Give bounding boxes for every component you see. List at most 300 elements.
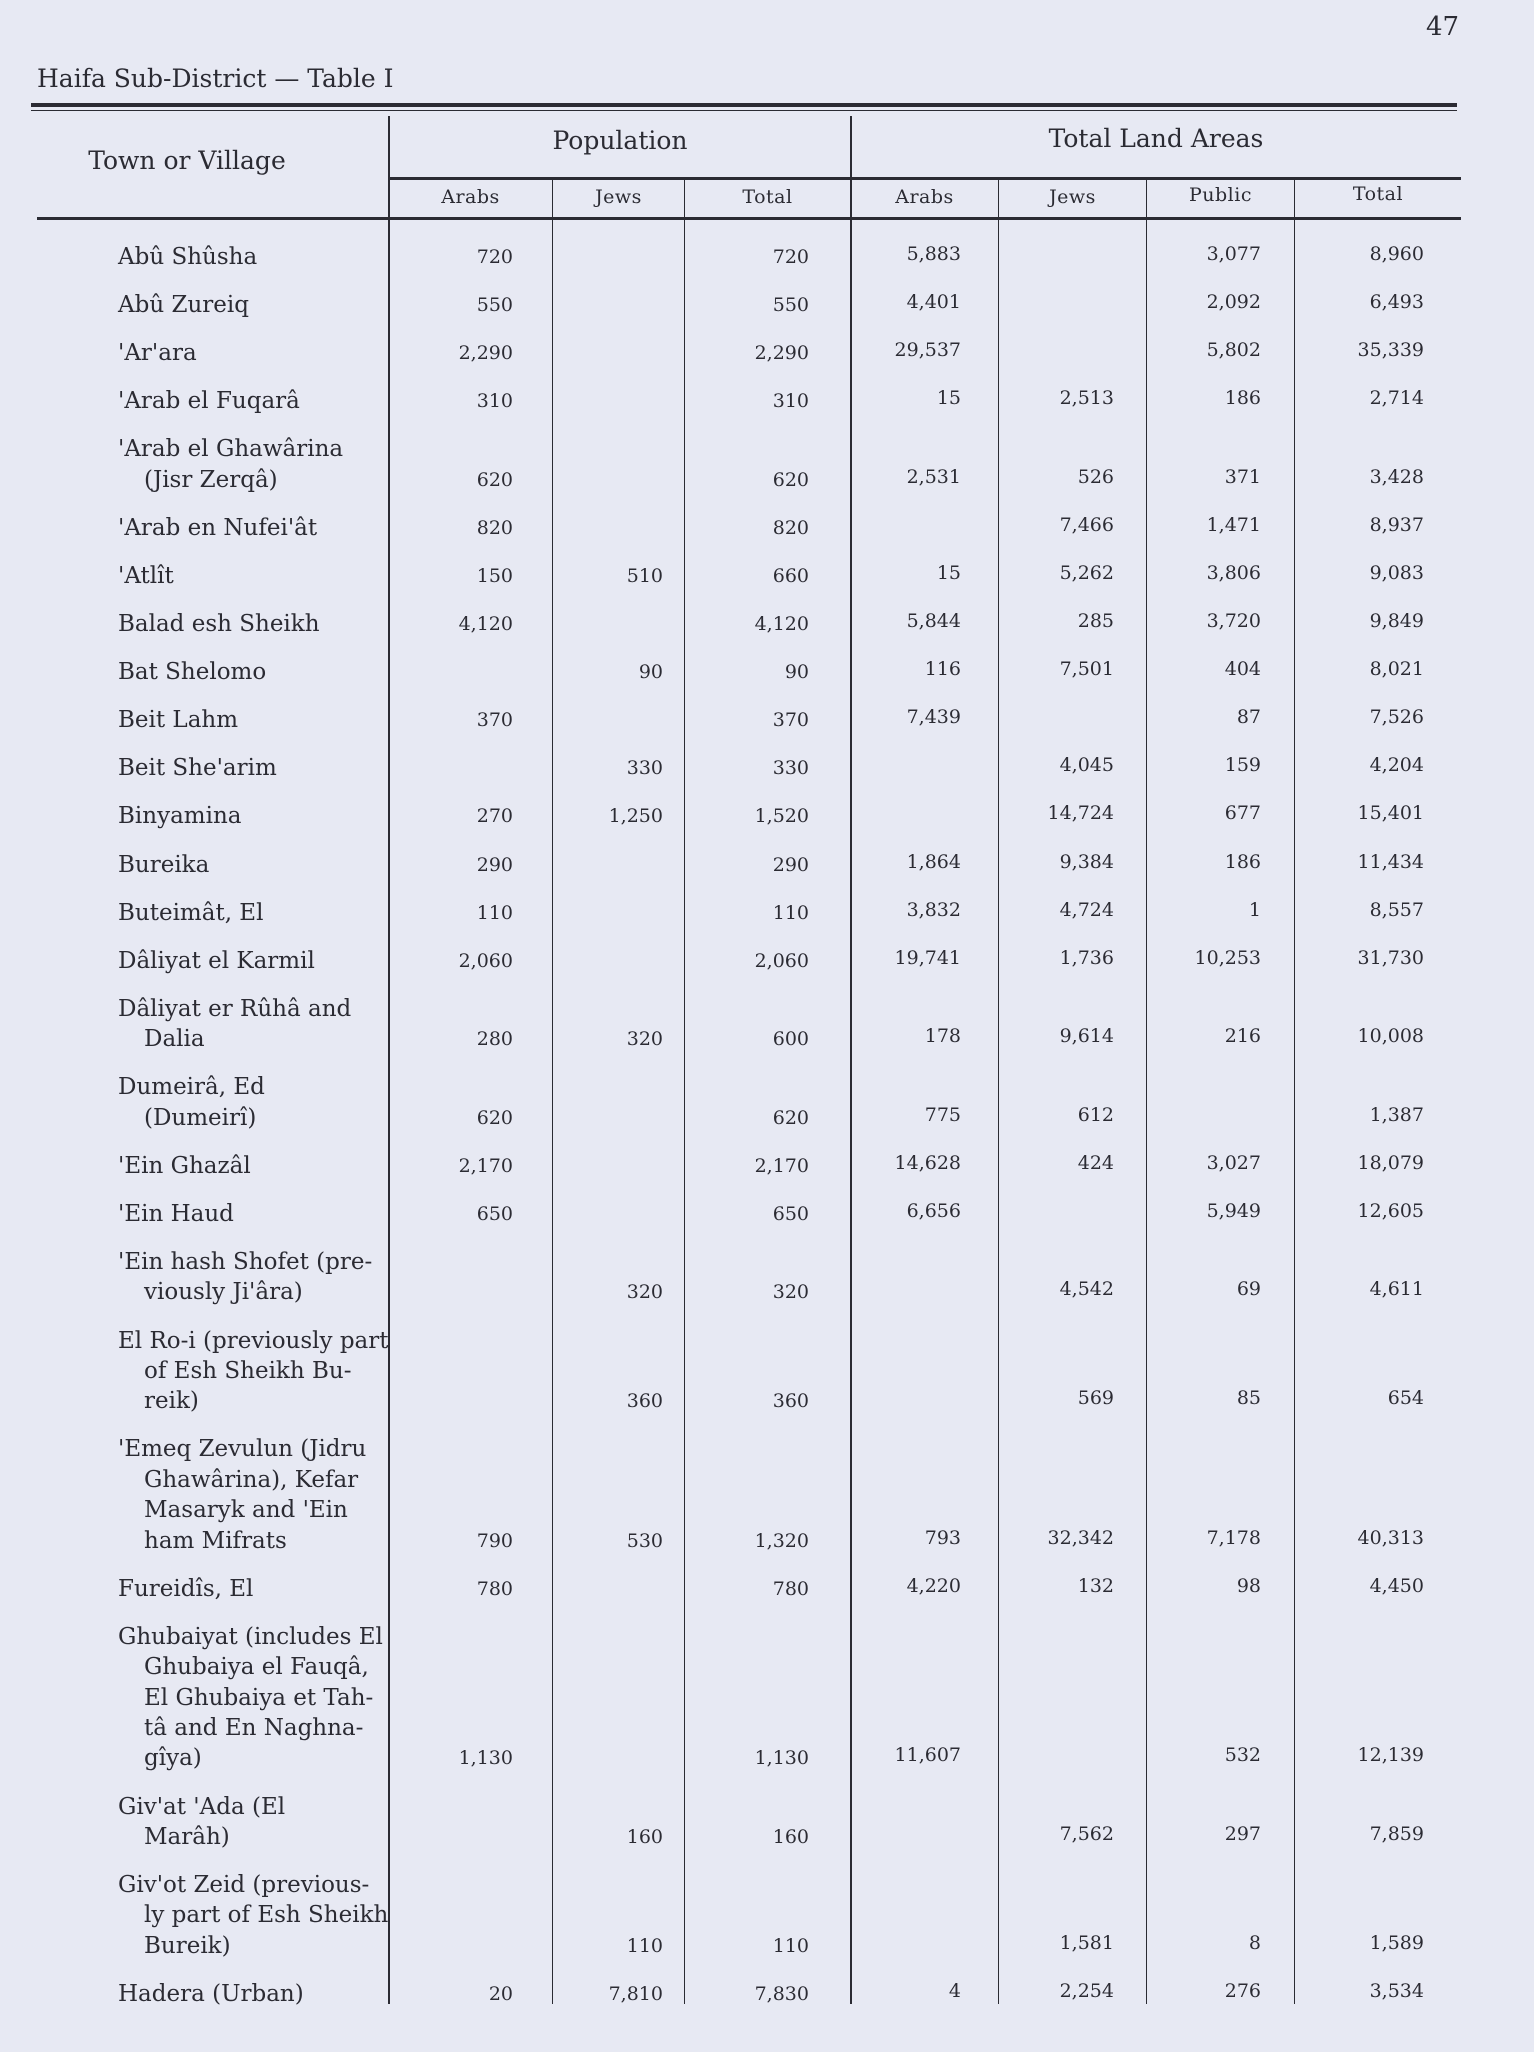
cell-pop-arabs: 370 <box>476 709 513 732</box>
cell-land-public: 186 <box>1224 850 1261 873</box>
cell-land-arabs <box>851 798 999 828</box>
cell-pop-jews <box>553 242 685 272</box>
cell-land-public: 5,802 <box>1206 339 1261 362</box>
table-row <box>0 1979 1534 2009</box>
cell-land-arabs: 793 <box>924 1526 961 1549</box>
table-row <box>0 242 1534 272</box>
cell-pop-total: 660 <box>772 564 809 587</box>
cell-pop-jews <box>553 290 685 320</box>
cell-pop-total: 110 <box>772 1934 809 1957</box>
cell-land-total: 40,313 <box>1357 1526 1424 1549</box>
town-name <box>0 290 389 320</box>
cell-land-jews: 2,254 <box>1059 1979 1114 2002</box>
table-row <box>0 338 1534 368</box>
cell-land-total: 8,021 <box>1369 658 1424 681</box>
table-row <box>0 753 1534 783</box>
town-name-line: Fureidîs, El <box>118 1575 254 1602</box>
cell-pop-arabs <box>389 1386 553 1416</box>
town-name-line: 'Atlît <box>118 562 174 589</box>
cell-land-total: 9,083 <box>1369 561 1424 584</box>
cell-pop-arabs: 550 <box>476 294 513 317</box>
table-row <box>0 1574 1534 1604</box>
col-land-total: Total <box>1352 183 1404 205</box>
town-name-line: El Ro-i (previously part <box>118 1327 389 1354</box>
town-name-line: Ghubaiyat (includes El <box>118 1623 383 1650</box>
cell-pop-arabs: 110 <box>476 901 513 924</box>
town-name <box>0 1247 389 1308</box>
cell-land-total: 7,859 <box>1369 1822 1424 1845</box>
cell-pop-arabs: 2,290 <box>458 342 513 365</box>
town-name-line: Dalia <box>144 1026 205 1053</box>
col-land-jews: Jews <box>1049 186 1096 208</box>
table-row <box>0 1151 1534 1181</box>
cell-land-total: 7,526 <box>1369 706 1424 729</box>
table-row <box>0 290 1534 320</box>
cell-pop-total: 2,060 <box>754 949 809 972</box>
cell-land-arabs: 5,844 <box>906 610 961 633</box>
cell-land-total: 1,589 <box>1369 1931 1424 1954</box>
cell-pop-total: 330 <box>772 757 809 780</box>
cell-pop-arabs <box>389 657 553 687</box>
header-population: Population <box>552 126 688 155</box>
cell-land-public: 532 <box>1224 1744 1261 1767</box>
table-row <box>0 1247 1534 1308</box>
cell-land-jews: 9,614 <box>1059 1025 1114 1048</box>
cell-land-jews: 4,724 <box>1059 898 1114 921</box>
cell-land-public: 404 <box>1224 658 1261 681</box>
cell-land-arabs: 116 <box>924 658 961 681</box>
table-row <box>0 1199 1534 1229</box>
town-name <box>0 1326 389 1417</box>
table-row <box>0 1622 1534 1774</box>
cell-land-public: 85 <box>1236 1387 1261 1410</box>
cell-land-arabs: 1,864 <box>906 850 961 873</box>
table-row <box>0 434 1534 495</box>
cell-pop-total: 160 <box>772 1825 809 1848</box>
town-name-line: reik) <box>144 1388 199 1415</box>
cell-land-arabs: 775 <box>924 1103 961 1126</box>
town-name-line: (Dumeirî) <box>144 1104 257 1131</box>
cell-land-arabs: 19,741 <box>894 946 961 969</box>
cell-land-arabs <box>851 750 999 780</box>
cell-pop-jews: 110 <box>626 1934 663 1957</box>
cell-land-total: 15,401 <box>1357 802 1424 825</box>
town-name-line: Dumeirâ, Ed <box>118 1074 265 1101</box>
town-name <box>0 1574 389 1604</box>
cell-pop-total: 110 <box>772 901 809 924</box>
cell-pop-jews <box>553 898 685 928</box>
cell-land-jews: 424 <box>1077 1151 1114 1174</box>
town-name-line: Dâliyat el Karmil <box>118 947 315 974</box>
cell-land-arabs <box>851 1383 999 1413</box>
cell-land-jews: 1,581 <box>1059 1931 1114 1954</box>
cell-land-arabs <box>851 1819 999 1849</box>
table-row <box>0 1326 1534 1417</box>
col-pop-arabs: Arabs <box>441 186 500 208</box>
town-name <box>0 386 389 416</box>
cell-land-total: 12,139 <box>1357 1744 1424 1767</box>
col-land-arabs: Arabs <box>895 186 954 208</box>
cell-land-jews: 14,724 <box>1047 802 1114 825</box>
cell-land-jews: 285 <box>1077 610 1114 633</box>
cell-pop-jews <box>553 705 685 735</box>
cell-pop-arabs: 820 <box>476 516 513 539</box>
cell-land-jews: 612 <box>1077 1103 1114 1126</box>
town-name <box>0 434 389 495</box>
cell-pop-jews: 320 <box>626 1281 663 1304</box>
cell-land-jews: 1,736 <box>1059 946 1114 969</box>
town-name <box>0 1622 389 1774</box>
header-bottom-rule <box>37 217 1461 220</box>
cell-pop-jews <box>553 946 685 976</box>
town-name-line: Hadera (Urban) <box>118 1980 304 2007</box>
cell-pop-total: 2,290 <box>754 342 809 365</box>
town-name <box>0 850 389 880</box>
town-name-line: Marâh) <box>144 1823 230 1850</box>
cell-pop-arabs <box>389 753 553 783</box>
cell-pop-jews <box>553 1574 685 1604</box>
cell-land-jews: 7,562 <box>1059 1822 1114 1845</box>
town-name-line: 'Arab el Ghawârina <box>118 436 344 463</box>
cell-pop-arabs: 620 <box>476 1106 513 1129</box>
table-row <box>0 1792 1534 1853</box>
cell-pop-total: 1,320 <box>754 1529 809 1552</box>
cell-pop-total: 1,520 <box>754 805 809 828</box>
cell-land-public: 276 <box>1224 1979 1261 2002</box>
town-name <box>0 1072 389 1133</box>
cell-land-total: 8,937 <box>1369 513 1424 536</box>
town-name-line: Binyamina <box>118 803 242 830</box>
group-header-rule <box>389 177 1461 180</box>
table-row <box>0 513 1534 543</box>
town-name-line: viously Ji'âra) <box>144 1279 303 1306</box>
town-name <box>0 753 389 783</box>
town-name-line: ham Mifrats <box>144 1527 287 1554</box>
cell-land-total: 9,849 <box>1369 610 1424 633</box>
town-name <box>0 1792 389 1853</box>
cell-land-public: 8 <box>1248 1931 1261 1954</box>
cell-land-jews <box>999 1196 1147 1226</box>
town-name-line: 'Ar'ara <box>118 340 197 367</box>
table-row <box>0 386 1534 416</box>
cell-pop-jews <box>553 465 685 495</box>
cell-pop-total: 650 <box>772 1202 809 1225</box>
cell-pop-arabs <box>389 1822 553 1852</box>
cell-land-total: 35,339 <box>1357 339 1424 362</box>
cell-land-arabs: 11,607 <box>894 1744 961 1767</box>
cell-land-total: 4,204 <box>1369 754 1424 777</box>
cell-pop-jews: 90 <box>638 661 663 684</box>
town-name-line: Bureik) <box>144 1932 231 1959</box>
cell-pop-total: 1,130 <box>754 1747 809 1770</box>
cell-land-public: 10,253 <box>1194 946 1261 969</box>
town-name-line: Giv'at 'Ada (El <box>118 1793 286 1820</box>
cell-land-arabs: 14,628 <box>894 1151 961 1174</box>
cell-land-arabs: 29,537 <box>894 339 961 362</box>
cell-pop-total: 2,170 <box>754 1154 809 1177</box>
cell-pop-arabs: 650 <box>476 1202 513 1225</box>
cell-pop-total: 370 <box>772 709 809 732</box>
col-pop-total: Total <box>742 186 793 208</box>
cell-land-total: 3,534 <box>1369 1979 1424 2002</box>
town-name-line: 'Arab en Nufei'ât <box>118 514 318 541</box>
cell-land-jews: 7,466 <box>1059 513 1114 536</box>
cell-pop-total: 600 <box>772 1028 809 1051</box>
town-name-line: 'Emeq Zevulun (Jidru <box>118 1436 367 1463</box>
cell-pop-total: 780 <box>772 1577 809 1600</box>
town-name-line: 'Ein hash Shofet (pre- <box>118 1249 373 1275</box>
town-name-line: ly part of Esh Sheikh <box>144 1902 389 1929</box>
cell-pop-jews <box>553 1743 685 1773</box>
cell-pop-arabs: 1,130 <box>458 1747 513 1770</box>
cell-pop-total: 620 <box>772 1106 809 1129</box>
town-name <box>0 994 389 1055</box>
cell-land-jews: 7,501 <box>1059 658 1114 681</box>
town-name <box>0 513 389 543</box>
cell-pop-jews: 510 <box>626 564 663 587</box>
town-name <box>0 801 389 831</box>
cell-land-total: 1,387 <box>1369 1103 1424 1126</box>
town-name-line: Balad esh Sheikh <box>118 611 320 638</box>
town-name-line: 'Ein Ghazâl <box>118 1152 251 1179</box>
town-name-line: Beit She'arim <box>118 755 277 782</box>
town-name-line: Buteimât, El <box>118 899 264 926</box>
town-name-line: 'Arab el Fuqarâ <box>118 388 300 415</box>
cell-pop-arabs: 790 <box>476 1529 513 1552</box>
cell-land-arabs: 5,883 <box>906 243 961 265</box>
cell-land-arabs: 6,656 <box>906 1199 961 1222</box>
cell-pop-jews <box>553 1103 685 1133</box>
town-name <box>0 338 389 368</box>
cell-land-total: 2,714 <box>1369 387 1424 410</box>
cell-pop-total: 360 <box>772 1390 809 1413</box>
cell-land-total: 4,611 <box>1369 1278 1424 1301</box>
cell-land-public: 1 <box>1248 898 1261 921</box>
cell-pop-arabs: 150 <box>476 564 513 587</box>
col-pop-jews: Jews <box>595 186 642 208</box>
cell-land-public: 3,806 <box>1206 561 1261 584</box>
cell-land-jews <box>999 287 1147 317</box>
cell-pop-arabs: 270 <box>476 805 513 828</box>
town-name-line: tâ and En Naghna- <box>144 1715 364 1742</box>
cell-land-arabs: 4 <box>948 1979 961 2002</box>
cell-land-arabs: 178 <box>924 1025 961 1048</box>
cell-land-total: 11,434 <box>1357 850 1424 873</box>
town-name-line: Beit Lahm <box>118 707 239 734</box>
cell-land-total: 12,605 <box>1357 1199 1424 1222</box>
table-row <box>0 994 1534 1055</box>
cell-pop-jews: 7,810 <box>608 1982 663 2005</box>
cell-land-jews: 9,384 <box>1059 850 1114 873</box>
cell-pop-arabs: 310 <box>476 390 513 413</box>
cell-land-public: 7,178 <box>1206 1526 1261 1549</box>
cell-pop-arabs: 780 <box>476 1577 513 1600</box>
table-row <box>0 801 1534 831</box>
cell-land-jews: 4,542 <box>1059 1278 1114 1301</box>
town-name-line: Masaryk and 'Ein <box>144 1497 348 1524</box>
cell-land-public: 371 <box>1224 465 1261 488</box>
cell-pop-total: 90 <box>784 661 809 684</box>
town-name-line: Dâliyat er Rûhâ and <box>118 995 352 1022</box>
town-name-line: El Ghubaiya et Tah- <box>144 1684 374 1711</box>
cell-pop-jews: 1,250 <box>608 805 663 828</box>
town-name <box>0 1870 389 1961</box>
cell-land-jews <box>999 335 1147 365</box>
cell-pop-arabs: 2,170 <box>458 1154 513 1177</box>
cell-land-public: 3,077 <box>1206 243 1261 265</box>
cell-pop-jews <box>553 338 685 368</box>
table-row <box>0 705 1534 735</box>
cell-pop-jews: 160 <box>626 1825 663 1848</box>
town-name-line: Ghawârina), Kefar <box>144 1466 359 1493</box>
cell-land-jews <box>999 702 1147 732</box>
top-rule-thin <box>31 110 1457 111</box>
town-name <box>0 705 389 735</box>
cell-land-public <box>1147 1100 1295 1130</box>
cell-land-arabs: 4,401 <box>906 291 961 314</box>
cell-pop-arabs: 620 <box>476 468 513 491</box>
cell-pop-jews <box>553 1151 685 1181</box>
cell-pop-jews <box>553 513 685 543</box>
cell-land-total: 6,493 <box>1369 291 1424 314</box>
town-name <box>0 1199 389 1229</box>
table-row <box>0 898 1534 928</box>
cell-land-total: 10,008 <box>1357 1025 1424 1048</box>
cell-land-public: 677 <box>1224 802 1261 825</box>
cell-pop-jews <box>553 850 685 880</box>
town-name <box>0 242 389 272</box>
cell-land-jews: 5,262 <box>1059 561 1114 584</box>
town-name <box>0 1434 389 1556</box>
cell-land-public: 1,471 <box>1206 513 1261 536</box>
cell-land-public: 98 <box>1236 1574 1261 1597</box>
cell-land-public: 216 <box>1224 1025 1261 1048</box>
cell-pop-total: 4,120 <box>754 613 809 636</box>
town-name-line: Bat Shelomo <box>118 659 267 686</box>
town-name-line: Abû Zureiq <box>118 292 249 319</box>
cell-pop-jews <box>553 609 685 639</box>
town-name-line: Bureika <box>118 851 210 878</box>
cell-pop-jews <box>553 1199 685 1229</box>
header-town-or-village: Town or Village <box>88 146 286 175</box>
cell-pop-jews <box>553 386 685 416</box>
cell-land-jews: 4,045 <box>1059 754 1114 777</box>
cell-pop-total: 7,830 <box>754 1982 809 2005</box>
table-row <box>0 1072 1534 1133</box>
town-name-line: Ghubaiya el Fauqâ, <box>144 1654 369 1681</box>
cell-land-jews: 132 <box>1077 1574 1114 1597</box>
cell-land-public: 297 <box>1224 1822 1261 1845</box>
cell-pop-total: 310 <box>772 390 809 413</box>
page-number: 47 <box>1426 12 1460 42</box>
cell-land-arabs <box>851 1274 999 1304</box>
cell-land-total: 8,960 <box>1369 243 1424 265</box>
town-name-line: of Esh Sheikh Bu- <box>144 1357 352 1384</box>
cell-pop-total: 320 <box>772 1281 809 1304</box>
cell-pop-total: 820 <box>772 516 809 539</box>
cell-land-total: 31,730 <box>1357 946 1424 969</box>
table-row <box>0 1870 1534 1961</box>
cell-land-public: 87 <box>1236 706 1261 729</box>
town-name-line: 'Ein Haud <box>118 1200 234 1227</box>
table-row <box>0 946 1534 976</box>
cell-land-arabs: 15 <box>936 387 961 410</box>
town-name <box>0 609 389 639</box>
table-row <box>0 609 1534 639</box>
cell-land-public: 69 <box>1236 1278 1261 1301</box>
cell-pop-arabs: 720 <box>476 246 513 268</box>
col-land-public: Public <box>1189 184 1252 206</box>
cell-land-arabs: 7,439 <box>906 706 961 729</box>
table-body <box>0 242 1534 2027</box>
cell-land-total: 3,428 <box>1369 465 1424 488</box>
town-name <box>0 657 389 687</box>
cell-pop-jews: 530 <box>626 1529 663 1552</box>
cell-land-public: 186 <box>1224 387 1261 410</box>
cell-land-arabs: 3,832 <box>906 898 961 921</box>
cell-pop-arabs <box>389 1277 553 1307</box>
top-rule-thick <box>31 103 1457 107</box>
cell-land-arabs <box>851 510 999 540</box>
cell-pop-jews: 320 <box>626 1028 663 1051</box>
cell-land-jews: 32,342 <box>1047 1526 1114 1549</box>
cell-land-jews: 569 <box>1077 1387 1114 1410</box>
cell-pop-arabs: 290 <box>476 853 513 876</box>
header-total-land-areas: Total Land Areas <box>1048 124 1264 153</box>
cell-land-arabs <box>851 1928 999 1958</box>
cell-pop-arabs: 4,120 <box>458 613 513 636</box>
cell-pop-jews: 330 <box>626 757 663 780</box>
town-name <box>0 561 389 591</box>
table-row <box>0 850 1534 880</box>
cell-land-jews <box>999 1740 1147 1770</box>
table-row <box>0 561 1534 591</box>
cell-land-jews: 526 <box>1077 465 1114 488</box>
town-name-line: (Jisr Zerqâ) <box>144 466 278 493</box>
cell-pop-total: 550 <box>772 294 809 317</box>
cell-pop-arabs <box>389 1931 553 1961</box>
cell-land-total: 654 <box>1387 1387 1424 1410</box>
cell-pop-arabs: 20 <box>488 1982 513 2005</box>
cell-pop-jews: 360 <box>626 1390 663 1413</box>
town-name-line: Abû Shûsha <box>118 244 258 270</box>
cell-land-total: 18,079 <box>1357 1151 1424 1174</box>
table-row <box>0 1434 1534 1556</box>
town-name-line: Giv'ot Zeid (previous- <box>118 1872 370 1899</box>
town-name <box>0 946 389 976</box>
town-name <box>0 1151 389 1181</box>
cell-land-public: 3,027 <box>1206 1151 1261 1174</box>
cell-pop-total: 620 <box>772 468 809 491</box>
cell-pop-total: 720 <box>772 246 809 268</box>
cell-land-jews <box>999 239 1147 269</box>
table-title: Haifa Sub-District — Table I <box>37 64 394 93</box>
cell-land-arabs: 15 <box>936 561 961 584</box>
cell-land-total: 8,557 <box>1369 898 1424 921</box>
cell-land-arabs: 2,531 <box>906 465 961 488</box>
cell-land-jews: 2,513 <box>1059 387 1114 410</box>
town-name-line: gîya) <box>144 1745 202 1772</box>
cell-land-public: 159 <box>1224 754 1261 777</box>
cell-land-public: 2,092 <box>1206 291 1261 314</box>
table-row <box>0 657 1534 687</box>
town-name <box>0 1979 389 2009</box>
cell-pop-total: 290 <box>772 853 809 876</box>
cell-land-public: 5,949 <box>1206 1199 1261 1222</box>
cell-pop-arabs: 2,060 <box>458 949 513 972</box>
cell-land-public: 3,720 <box>1206 610 1261 633</box>
cell-land-arabs: 4,220 <box>906 1574 961 1597</box>
